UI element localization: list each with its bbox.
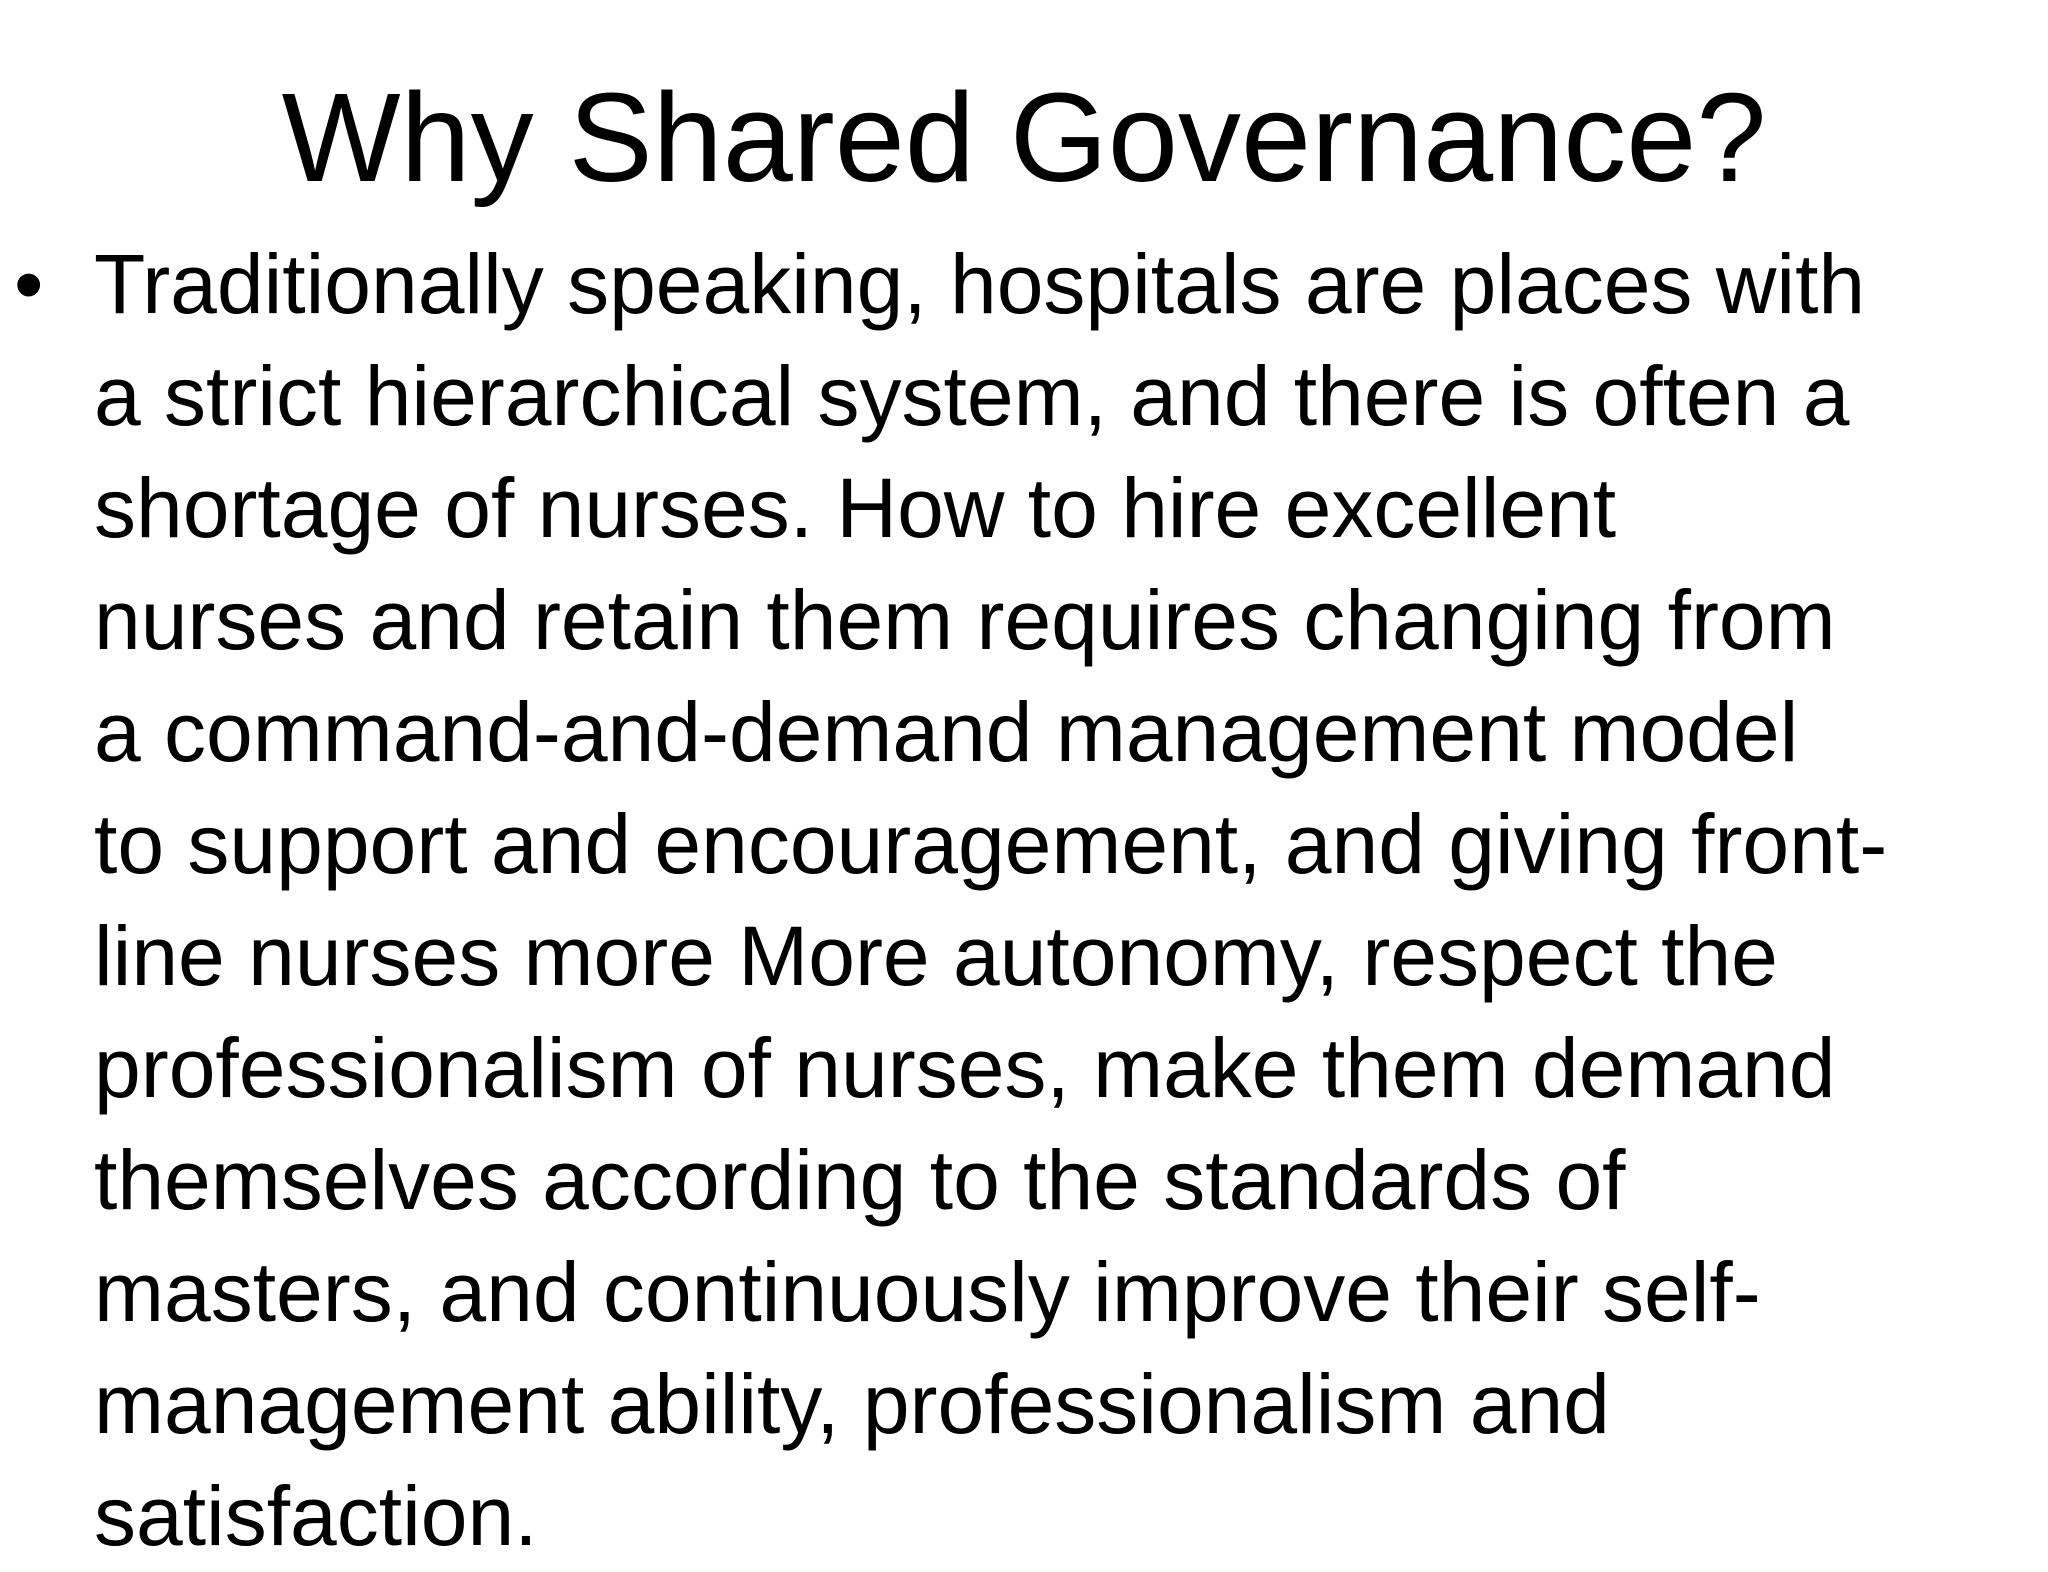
bullet-text-line: satisfaction. — [94, 1469, 538, 1563]
bullet-item — [0, 228, 2048, 1572]
bullet-text-line: professionalism of nurses, make them demand — [94, 1021, 1836, 1115]
bullet-icon: • — [14, 237, 44, 331]
bullet-text-line: themselves according to the standards of — [94, 1133, 1626, 1227]
bullet-text-line: to support and encouragement, and giving front- — [94, 797, 1888, 891]
bullet-text-line: shortage of nurses. How to hire excellent — [94, 461, 1617, 555]
bullet-list — [0, 228, 2048, 1572]
bullet-text-line: management ability, professionalism and — [94, 1357, 1610, 1451]
bullet-text-line: a strict hierarchical system, and there is often a — [94, 349, 1850, 443]
slide-title: Why Shared Governance? — [281, 67, 1767, 208]
bullet-text-line: line nurses more More autonomy, respect the — [94, 909, 1778, 1003]
bullet-text-line: masters, and continuously improve their self- — [94, 1245, 1761, 1339]
bullet-text-line: a command-and-demand management model — [94, 685, 1799, 779]
bullet-text-line: nurses and retain them requires changing from — [94, 573, 1836, 667]
bullet-text-line: Traditionally speaking, hospitals are places with — [94, 237, 1866, 331]
